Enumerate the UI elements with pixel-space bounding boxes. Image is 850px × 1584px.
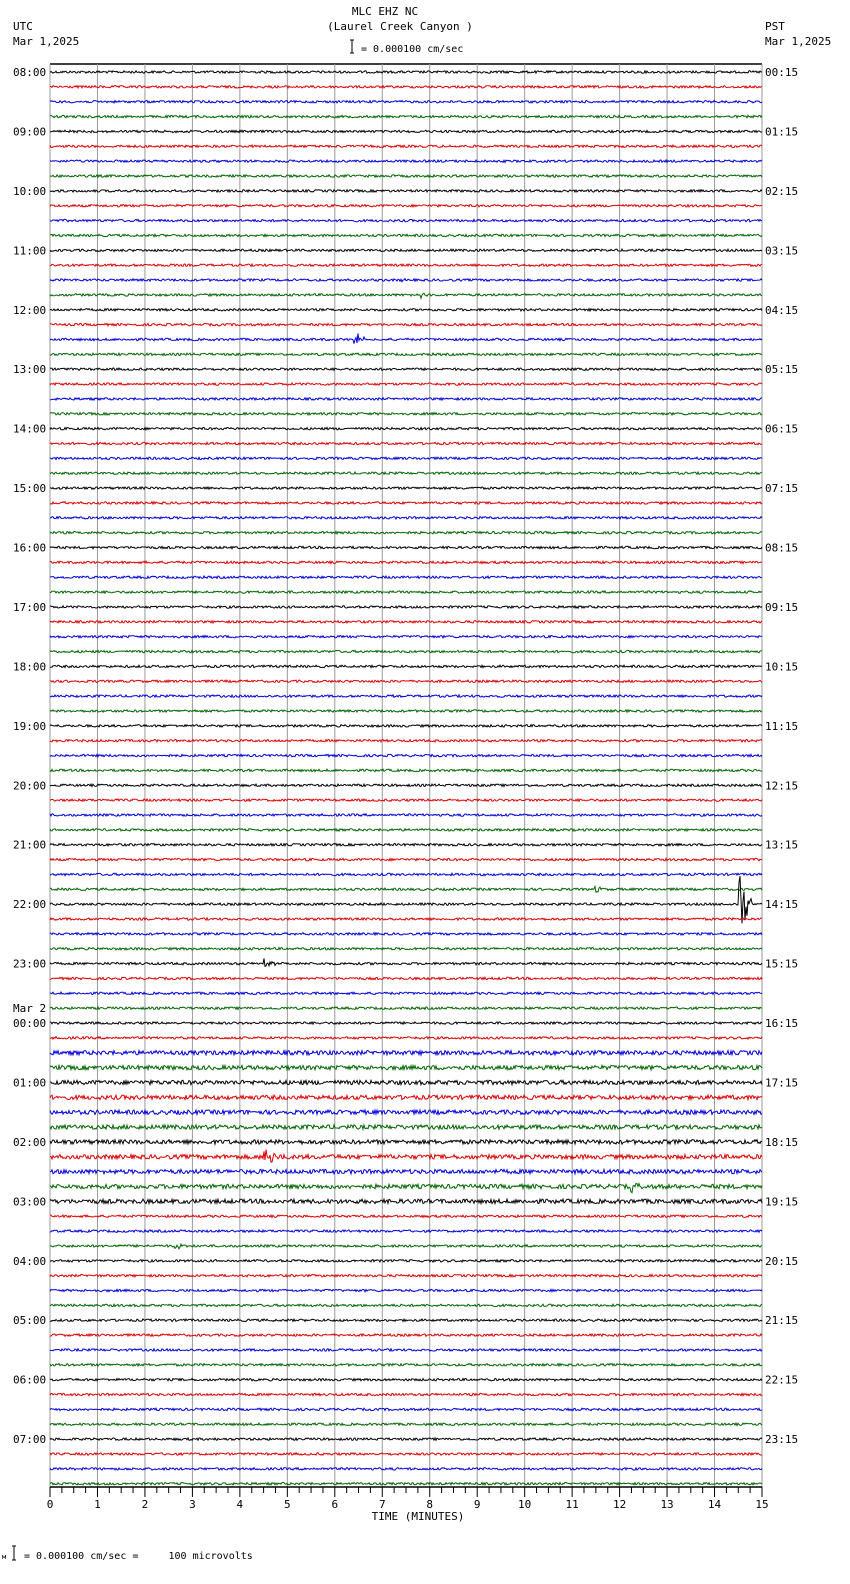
- trace-line: [50, 1140, 762, 1144]
- right-timezone: PST: [765, 20, 785, 33]
- trace-line: [50, 115, 762, 117]
- trace-line: [50, 1260, 762, 1262]
- utc-hour-label: 00:00: [13, 1017, 47, 1031]
- trace-line: [50, 1319, 762, 1321]
- utc-hour-label: 19:00: [13, 719, 47, 733]
- trace-line: [50, 234, 762, 236]
- utc-hour-label: 17:00: [13, 600, 47, 614]
- trace-line: [50, 249, 762, 251]
- trace-line: [50, 472, 762, 474]
- trace-line: [50, 279, 762, 282]
- trace-line: [50, 918, 762, 920]
- x-tick-label: 12: [612, 1498, 627, 1511]
- trace-line: [50, 650, 762, 652]
- trace-line: [50, 457, 762, 459]
- trace-line: [50, 1289, 762, 1291]
- footer-scale-icon: [2, 1546, 16, 1561]
- trace-line: [50, 977, 762, 979]
- trace-line: [50, 353, 762, 355]
- trace-line: [50, 561, 762, 563]
- utc-hour-label: 18:00: [13, 660, 47, 674]
- utc-hour-label: 05:00: [13, 1314, 47, 1328]
- utc-hour-label: 06:00: [13, 1373, 47, 1387]
- trace-line: [50, 487, 762, 489]
- pst-hour-label: 15:15: [765, 957, 799, 971]
- x-tick-label: 14: [707, 1498, 722, 1511]
- trace-line: [50, 333, 762, 343]
- trace-line: [50, 368, 762, 370]
- trace-line: [50, 873, 762, 875]
- utc-hour-label: 12:00: [13, 303, 47, 317]
- scale-bar-icon: [350, 40, 354, 53]
- pst-hour-label: 14:15: [765, 898, 799, 912]
- trace-line: [50, 517, 762, 519]
- utc-hour-label: 21:00: [13, 838, 47, 852]
- x-axis-label: TIME (MINUTES): [371, 1510, 465, 1523]
- trace-line: [50, 264, 762, 266]
- x-tick-label: 8: [426, 1498, 434, 1511]
- trace-line: [50, 844, 762, 846]
- x-tick-label: 5: [284, 1498, 291, 1511]
- trace-line: [50, 205, 762, 207]
- utc-hour-label: 20:00: [13, 779, 47, 793]
- pst-hour-label: 19:15: [765, 1195, 799, 1209]
- trace-line: [50, 769, 762, 771]
- trace-line: [50, 1022, 762, 1024]
- x-tick-label: 0: [46, 1498, 54, 1511]
- left-date: Mar 1,2025: [13, 35, 80, 48]
- trace-line: [50, 1408, 762, 1410]
- utc-hour-label: 04:00: [13, 1254, 47, 1268]
- trace-line: [50, 1095, 762, 1099]
- trace-line: [50, 887, 762, 893]
- trace-line: [50, 1183, 762, 1192]
- trace-line: [50, 383, 762, 385]
- trace-line: [50, 933, 762, 935]
- trace-line: [50, 740, 762, 742]
- trace-line: [50, 546, 762, 548]
- trace-line: [50, 636, 762, 638]
- trace-line: [50, 398, 762, 400]
- trace-line: [50, 1364, 762, 1366]
- trace-line: [50, 413, 762, 415]
- x-tick-label: 3: [189, 1498, 196, 1511]
- x-tick-label: 13: [660, 1498, 674, 1511]
- trace-line: [50, 1334, 762, 1336]
- trace-line: [50, 1169, 762, 1173]
- trace-line: [50, 1349, 762, 1351]
- trace-line: [50, 576, 762, 578]
- pst-hour-label: 06:15: [765, 422, 799, 436]
- trace-line: [50, 992, 762, 994]
- trace-line: [50, 175, 762, 177]
- trace-line: [50, 101, 762, 103]
- trace-line: [50, 1037, 762, 1039]
- pst-hour-label: 11:15: [765, 719, 799, 733]
- trace-line: [50, 145, 762, 147]
- pst-hour-label: 21:15: [765, 1314, 799, 1328]
- utc-hour-label: 03:00: [13, 1195, 47, 1209]
- trace-line: [50, 799, 762, 801]
- scale-label: = 0.000100 cm/sec: [361, 44, 464, 55]
- trace-line: [50, 1051, 762, 1055]
- pst-hour-label: 09:15: [765, 600, 799, 614]
- trace-line: [50, 1007, 762, 1009]
- pst-hour-label: 03:15: [765, 244, 799, 258]
- trace-line: [50, 442, 762, 444]
- time-axis: [47, 1487, 769, 1511]
- x-tick-label: 10: [518, 1498, 532, 1511]
- trace-line: [50, 591, 762, 593]
- x-tick-label: 4: [236, 1498, 244, 1511]
- pst-hour-label: 07:15: [765, 482, 799, 496]
- svg-text:м: м: [2, 1553, 7, 1561]
- station-title: MLC EHZ NC: [351, 5, 419, 18]
- utc-hour-label: 14:00: [13, 422, 47, 436]
- trace-line: [50, 725, 762, 727]
- pst-hour-label: 08:15: [765, 541, 799, 555]
- trace-line: [50, 1150, 762, 1163]
- pst-hour-label: 20:15: [765, 1254, 799, 1268]
- pst-hour-label: 22:15: [765, 1373, 799, 1387]
- utc-hour-label: 01:00: [13, 1076, 47, 1090]
- trace-line: [50, 1483, 762, 1485]
- trace-line: [50, 532, 762, 534]
- station-subtitle: (Laurel Creek Canyon ): [327, 20, 473, 33]
- trace-line: [50, 1304, 762, 1306]
- trace-line: [50, 754, 762, 756]
- trace-line: [50, 784, 762, 786]
- utc-hour-label: 09:00: [13, 125, 47, 139]
- pst-hour-label: 12:15: [765, 779, 799, 793]
- utc-date-label: Mar 2: [13, 1002, 47, 1016]
- utc-hour-label: 02:00: [13, 1135, 47, 1149]
- trace-line: [50, 948, 762, 950]
- trace-line: [50, 130, 762, 132]
- trace-line: [50, 71, 762, 73]
- trace-line: [50, 1379, 762, 1381]
- trace-line: [50, 858, 762, 860]
- x-tick-label: 9: [473, 1498, 481, 1511]
- pst-hour-label: 13:15: [765, 838, 799, 852]
- trace-line: [50, 680, 762, 682]
- utc-hour-label: 13:00: [13, 363, 47, 377]
- trace-line: [50, 621, 762, 623]
- trace-line: [50, 1199, 762, 1203]
- trace-line: [50, 86, 762, 88]
- trace-line: [50, 710, 762, 712]
- trace-line: [50, 427, 762, 429]
- x-tick-label: 2: [141, 1498, 149, 1511]
- pst-hour-label: 10:15: [765, 660, 799, 674]
- pst-hour-label: 00:15: [765, 66, 799, 79]
- x-tick-label: 11: [565, 1498, 579, 1511]
- trace-line: [50, 814, 762, 816]
- pst-hour-label: 01:15: [765, 125, 799, 139]
- traces: [50, 71, 762, 1485]
- utc-hour-label: 15:00: [13, 482, 47, 496]
- trace-line: [50, 1453, 762, 1455]
- trace-line: [50, 309, 762, 311]
- pst-hour-label: 16:15: [765, 1017, 799, 1031]
- trace-line: [50, 1275, 762, 1277]
- trace-line: [50, 219, 762, 221]
- trace-line: [50, 1393, 762, 1395]
- x-tick-label: 7: [378, 1498, 386, 1511]
- trace-line: [50, 1423, 762, 1425]
- trace-line: [50, 876, 762, 923]
- utc-hour-label: 07:00: [13, 1433, 47, 1447]
- x-tick-label: 6: [331, 1498, 339, 1511]
- trace-line: [50, 160, 762, 162]
- trace-line: [50, 1230, 762, 1232]
- pst-hour-label: 17:15: [765, 1076, 799, 1090]
- pst-hour-label: 23:15: [765, 1433, 799, 1447]
- x-tick-label: 15: [755, 1498, 769, 1511]
- trace-line: [50, 1065, 762, 1069]
- pst-hour-label: 02:15: [765, 184, 799, 198]
- trace-line: [50, 1438, 762, 1440]
- trace-line: [50, 190, 762, 192]
- trace-line: [50, 959, 762, 967]
- trace-line: [50, 1110, 762, 1114]
- trace-line: [50, 606, 762, 608]
- trace-line: [50, 1468, 762, 1470]
- utc-hour-label: 22:00: [13, 898, 47, 912]
- trace-line: [50, 293, 762, 298]
- trace-line: [50, 1215, 762, 1217]
- pst-hour-label: 18:15: [765, 1135, 799, 1149]
- left-timezone: UTC: [13, 20, 33, 33]
- time-grid: [50, 64, 762, 1487]
- trace-line: [50, 502, 762, 504]
- trace-line: [50, 323, 762, 325]
- trace-line: [50, 695, 762, 698]
- utc-hour-label: 23:00: [13, 957, 47, 971]
- trace-line: [50, 1125, 762, 1129]
- utc-hour-label: 08:00: [13, 66, 47, 79]
- trace-line: [50, 829, 762, 831]
- x-tick-label: 1: [94, 1498, 101, 1511]
- right-date: Mar 1,2025: [765, 35, 832, 48]
- pst-hour-label: 04:15: [765, 303, 799, 317]
- utc-hour-label: 10:00: [13, 184, 47, 198]
- trace-line: [50, 1080, 762, 1084]
- utc-hour-label: 16:00: [13, 541, 47, 555]
- trace-line: [50, 1244, 762, 1249]
- pst-hour-label: 05:15: [765, 363, 799, 377]
- footer-scale-note: = 0.000100 cm/sec = 100 microvolts: [24, 1551, 253, 1562]
- trace-line: [50, 665, 762, 667]
- utc-hour-label: 11:00: [13, 244, 47, 258]
